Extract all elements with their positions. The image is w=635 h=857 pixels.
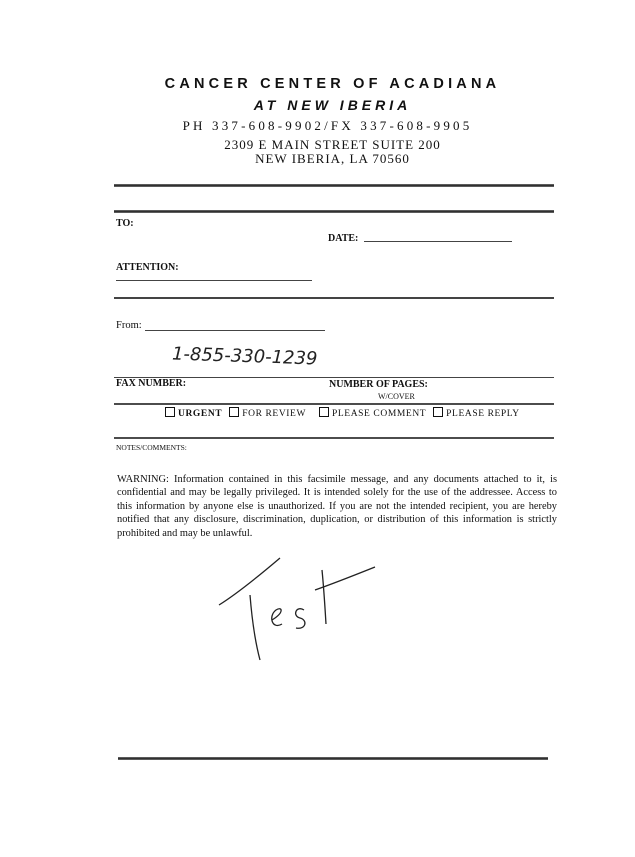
from-label: From: <box>116 320 142 331</box>
divider <box>114 184 554 187</box>
to-label: TO: <box>116 218 134 229</box>
address-line-1: 2309 E MAIN STREET SUITE 200 <box>224 137 441 152</box>
divider <box>114 297 554 299</box>
urgent-label: URGENT <box>178 409 223 419</box>
handwritten-fax-number: 1-855-330-1239 <box>171 343 318 370</box>
phone-fax: PH 337-608-9902/FX 337-608-9905 <box>182 118 473 133</box>
address-line-2: NEW IBERIA, LA 70560 <box>255 151 410 166</box>
please-reply-label: PLEASE REPLY <box>446 409 520 419</box>
from-field[interactable] <box>145 330 325 331</box>
date-field[interactable] <box>364 241 512 242</box>
pages-label: NUMBER OF PAGES: <box>329 379 428 390</box>
org-name: CANCER CENTER OF ACADIANA <box>164 76 501 92</box>
priority-options <box>165 407 524 419</box>
please-reply-checkbox[interactable] <box>433 407 443 417</box>
confidentiality-warning: WARNING: Information contained in this facsimile message, and any documents attached to it, is confidential and may be legally privileged. It is intended solely for the use of the addressee. Access to this information by anyone else is unauthorized. If you are not the intended recipient, you are hereby notified that any disclosure, discrimination, duplication, or distribution of this information is strictly prohibited and may be unlawful. <box>117 474 557 539</box>
option-urgent[interactable] <box>165 409 222 419</box>
handwritten-test-note <box>200 550 400 670</box>
for-review-checkbox[interactable] <box>229 407 239 417</box>
option-for-review[interactable] <box>229 409 306 419</box>
footer-divider <box>118 757 548 760</box>
fax-number-label: FAX NUMBER: <box>116 378 187 389</box>
divider <box>114 210 554 213</box>
urgent-checkbox[interactable] <box>165 407 175 417</box>
pages-sublabel: W/COVER <box>378 392 415 401</box>
attention-field[interactable] <box>116 280 312 281</box>
attention-label: ATTENTION: <box>116 262 179 273</box>
option-please-comment[interactable] <box>319 409 426 419</box>
notes-label: NOTES/COMMENTS: <box>116 443 187 452</box>
divider <box>114 437 554 439</box>
divider <box>114 403 554 405</box>
please-comment-checkbox[interactable] <box>319 407 329 417</box>
date-label: DATE: <box>328 233 359 244</box>
org-location: AT NEW IBERIA <box>253 97 412 113</box>
option-please-reply[interactable] <box>433 409 520 419</box>
please-comment-label: PLEASE COMMENT <box>332 409 427 419</box>
for-review-label: FOR REVIEW <box>242 409 307 419</box>
